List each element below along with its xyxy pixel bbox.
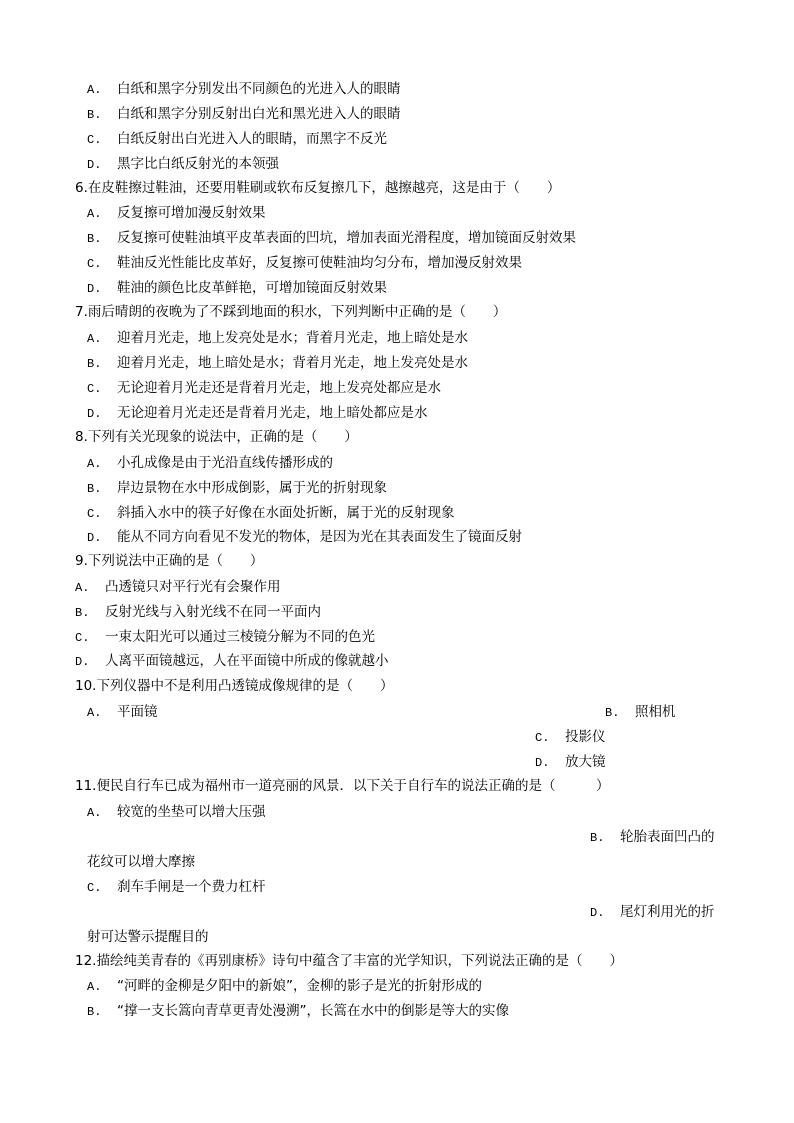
option-label: A. (87, 980, 102, 994)
q9-option-c (75, 628, 375, 647)
option-text: 尾灯利用光的折 (620, 904, 715, 920)
option-label: D. (87, 282, 102, 296)
option-label: C. (87, 382, 102, 396)
q6-option-a (87, 204, 266, 223)
option-text: 无论迎着月光走还是背着月光走，地上暗处都应是水 (117, 405, 428, 421)
q9-option-d (75, 652, 389, 671)
option-text: 鞋油反光性能比皮革好，反复擦可使鞋油均匀分布，增加漫反射效果 (117, 255, 522, 271)
q11-stem: 11.便民自行车已成为福州市一道亮丽的风景．以下关于自行车的说法正确的是（ ） (75, 778, 610, 794)
option-label: B. (590, 831, 605, 845)
q8-option-b (87, 479, 387, 498)
option-label: A. (87, 706, 102, 720)
q9-option-a (75, 578, 281, 597)
option-text: 斜插入水中的筷子好像在水面处折断，属于光的反射现象 (117, 505, 455, 521)
option-label: C. (75, 631, 90, 645)
option-text: 刹车手闸是一个费力杠杆 (117, 879, 266, 895)
option-label: D. (535, 756, 550, 770)
option-text: 迎着月光走，地上暗处是水；背着月光走，地上发亮处是水 (117, 355, 468, 371)
q11-option-b (590, 828, 715, 847)
option-text: 鞋油的颜色比皮革鲜艳，可增加镜面反射效果 (117, 280, 387, 296)
q7-stem: 7.雨后晴朗的夜晚为了不踩到地面的积水，下列判断中正确的是（ ） (75, 304, 507, 320)
option-text: 较宽的坐垫可以增大压强 (117, 804, 266, 820)
option-text: 白纸和黑字分别发出不同颜色的光进入人的眼睛 (117, 81, 401, 97)
q9-option-b (75, 603, 321, 622)
q11-option-d-continuation: 射可达警示提醒目的 (87, 929, 209, 945)
option-label: A. (87, 332, 102, 346)
option-text: 岸边景物在水中形成倒影，属于光的折射现象 (117, 480, 387, 496)
option-text: 能从不同方向看见不发光的物体，是因为光在其表面发生了镜面反射 (117, 529, 522, 545)
option-label: A. (75, 581, 90, 595)
q5-option-d (87, 155, 279, 174)
option-text: 平面镜 (117, 704, 158, 720)
option-label: A. (87, 806, 102, 820)
q7-option-c (87, 379, 441, 398)
q10-stem: 10.下列仪器中不是利用凸透镜成像规律的是（ ） (75, 678, 394, 694)
q8-stem: 8.下列有关光现象的说法中，正确的是（ ） (75, 429, 358, 445)
option-text: 照相机 (635, 704, 676, 720)
option-text: 黑字比白纸反射光的本领强 (117, 156, 279, 172)
option-text: 投影仪 (565, 729, 606, 745)
option-label: A. (87, 83, 102, 97)
option-text: 白纸反射出白光进入人的眼睛，而黑字不反光 (117, 131, 387, 147)
option-label: C. (87, 881, 102, 895)
q10-option-d (535, 753, 606, 772)
option-text: 迎着月光走，地上发亮处是水；背着月光走，地上暗处是水 (117, 330, 468, 346)
option-text: 反射光线与入射光线不在同一平面内 (105, 604, 321, 620)
option-text: “撑一支长篙向青草更青处漫溯”，长篙在水中的倒影是等大的实像 (117, 1003, 509, 1019)
q8-option-a (87, 454, 333, 473)
q10-option-b (605, 703, 676, 722)
option-label: A. (87, 457, 102, 471)
q11-option-d (590, 903, 715, 922)
q6-stem: 6.在皮鞋擦过鞋油，还要用鞋刷或软布反复擦几下，越擦越亮，这是由于（ ） (75, 180, 561, 196)
q5-option-c (87, 130, 387, 149)
option-text: 一束太阳光可以通过三棱镜分解为不同的色光 (105, 629, 375, 645)
option-text: 反复擦可使鞋油填平皮革表面的凹坑，增加表面光滑程度，增加镜面反射效果 (117, 230, 576, 246)
option-text: 无论迎着月光走还是背着月光走，地上发亮处都应是水 (117, 380, 441, 396)
option-text: 轮胎表面凹凸的 (620, 829, 715, 845)
option-label: B. (75, 606, 90, 620)
option-label: B. (605, 706, 620, 720)
q7-option-a (87, 329, 468, 348)
option-label: A. (87, 207, 102, 221)
q8-option-d (87, 528, 522, 547)
q11-option-a (87, 803, 266, 822)
q6-option-d (87, 279, 387, 298)
option-label: D. (87, 158, 102, 172)
option-label: C. (87, 257, 102, 271)
option-label: D. (87, 407, 102, 421)
option-label: B. (87, 232, 102, 246)
q5-option-a (87, 80, 401, 99)
option-text: 白纸和黑字分别反射出白光和黑光进入人的眼睛 (117, 106, 401, 122)
q9-stem: 9.下列说法中正确的是（ ） (75, 553, 264, 569)
option-text: 小孔成像是由于光沿直线传播形成的 (117, 455, 333, 471)
option-label: C. (87, 133, 102, 147)
q6-option-c (87, 254, 522, 273)
q12-option-b (87, 1002, 509, 1021)
q10-option-a (87, 703, 158, 722)
q12-stem: 12.描绘纯美青春的《再别康桥》诗句中蕴含了丰富的光学知识，下列说法正确的是（ ） (75, 953, 623, 969)
q7-option-b (87, 354, 468, 373)
q8-option-c (87, 504, 455, 523)
option-text: 人离平面镜越远，人在平面镜中所成的像就越小 (105, 653, 389, 669)
option-label: D. (590, 906, 605, 920)
q5-option-b (87, 105, 401, 124)
option-text: 反复擦可增加漫反射效果 (117, 205, 266, 221)
option-label: B. (87, 357, 102, 371)
q10-option-c (535, 728, 606, 747)
option-label: C. (87, 507, 102, 521)
option-label: B. (87, 108, 102, 122)
option-label: D. (87, 531, 102, 545)
option-text: “河畔的金柳是夕阳中的新娘”，金柳的影子是光的折射形成的 (117, 978, 482, 994)
option-label: D. (75, 655, 90, 669)
option-text: 凸透镜只对平行光有会聚作用 (105, 579, 281, 595)
q12-option-a (87, 977, 482, 996)
option-label: C. (535, 731, 550, 745)
q7-option-d (87, 404, 428, 423)
option-text: 放大镜 (565, 754, 606, 770)
q11-option-c (87, 878, 266, 897)
option-label: B. (87, 1005, 102, 1019)
q11-option-b-continuation: 花纹可以增大摩擦 (87, 854, 195, 870)
option-label: B. (87, 482, 102, 496)
q6-option-b (87, 229, 576, 248)
